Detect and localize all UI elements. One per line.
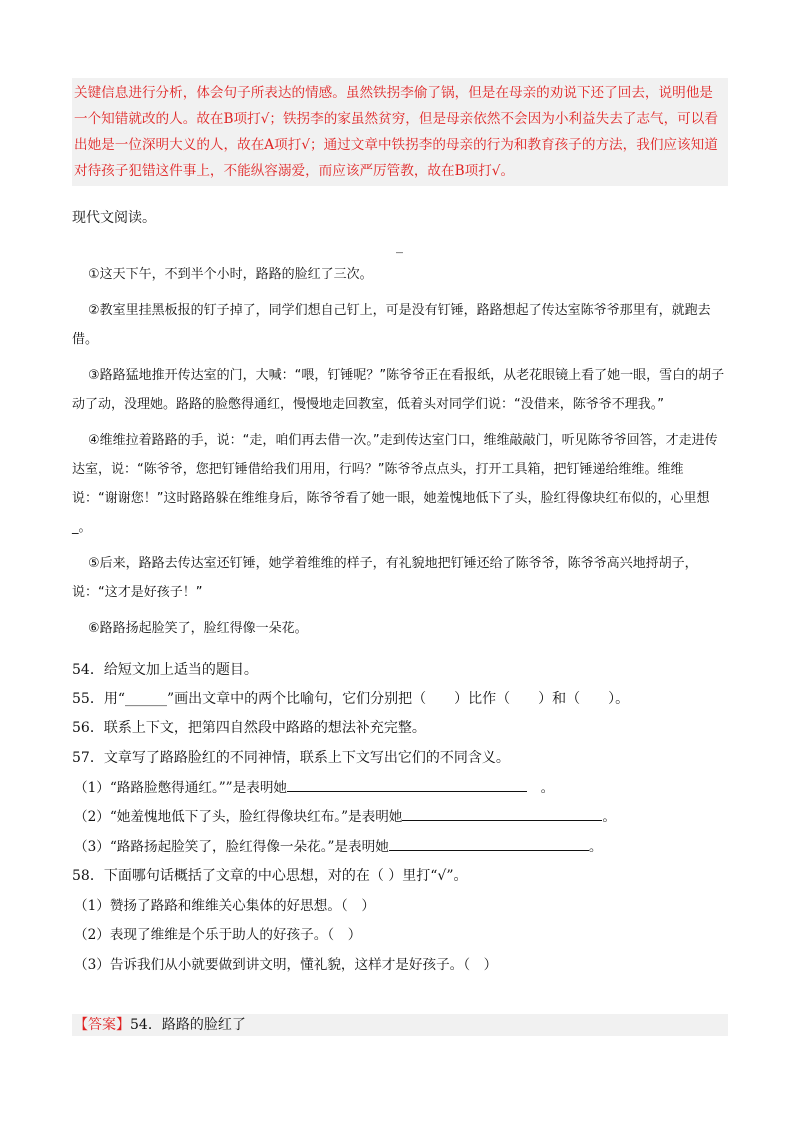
question-54: 54．给短文加上适当的题目。 [72, 662, 258, 678]
passage-paragraph-5: ⑤后来，路路去传达室还钉锤，她学着维维的样子，有礼貌地把钉锤还给了陈爷爷，陈爷爷高兴地捋胡子，说：“这才是好孩子！” [72, 556, 698, 600]
answer-bar [72, 1014, 728, 1036]
passage-paragraph-1: ①这天下午，不到半个小时，路路的脸红了三次。 [88, 267, 373, 282]
question-56: 56．联系上下文，把第四自然段中路路的想法补充完整。 [72, 720, 426, 736]
question-57-1-period: 。 [527, 780, 555, 796]
passage-paragraph-6: ⑥路路扬起脸笑了，脸红得像一朵花。 [88, 621, 308, 636]
question-57-1-text: （1）“路路脸憋得通红。””是表明她 [74, 780, 288, 796]
answer-blank-57-2[interactable] [402, 806, 602, 821]
question-57-2-period: 。 [602, 809, 616, 825]
question-58: 58．下面哪句话概括了文章的中心思想，对的在（ ）里打“√”。 [72, 868, 468, 884]
passage-paragraph-2: ②教室里挂黑板报的钉子掉了，同学们想自己钉上，可是没有钉锤，路路想起了传达室陈爷爷那里有，就跑去借。 [72, 303, 711, 347]
answer-blank-57-1[interactable] [287, 777, 527, 792]
title-blank: _ [396, 238, 403, 254]
passage-paragraph-4: ④维维拉着路路的手，说：“走，咱们再去借一次。”走到传达室门口，维维敲敲门，听见陈爷爷回答，才走进传达室，说：“陈爷爷，您把钉锤借给我们用用，行吗？”陈爷爷点点头，打开工具箱，把钉锤递给维维。维维说：“谢谢您！”这时路路躲在维维身后，陈爷爷看了她一眼，她羞愧地低下了头，脸红得像块红布似的，心里想_。 [72, 433, 718, 535]
answer-text: 54．路路的脸红了 [130, 1017, 246, 1033]
question-58-option-3: （3）告诉我们从小就要做到讲文明，懂礼貌，这样才是好孩子。（ ） [74, 957, 498, 973]
answer-tag: 【答案】 [74, 1017, 130, 1033]
question-57-2-text: （2）“她羞愧地低下了头，脸红得像块红布。”是表明她 [74, 809, 403, 825]
answer-blank-57-3[interactable] [389, 836, 589, 851]
passage-paragraph-3: ③路路猛地推开传达室的门，大喊：“喂，钉锤呢？”陈爷爷正在看报纸，从老花眼镜上看了她一眼，雪白的胡子动了动，没理她。路路的脸憋得通红，慢慢地走回教室，低着头对同学们说：“没借来，陈爷爷不理我。” [72, 368, 725, 412]
section-label: 现代文阅读。 [72, 210, 156, 226]
question-57: 57．文章写了路路脸红的不同神情，联系上下文写出它们的不同含义。 [72, 750, 510, 766]
question-58-option-2: （2）表现了维维是个乐于助人的好孩子。（ ） [74, 927, 362, 943]
question-57-3-text: （3）“路路扬起脸笑了，脸红得像一朵花。”是表明她 [74, 839, 389, 855]
question-58-option-1: （1）赞扬了路路和维维关心集体的好思想。（ ） [74, 898, 375, 914]
reading-passage [72, 260, 728, 650]
question-57-3-period: 。 [588, 839, 603, 855]
question-57-3 [74, 836, 724, 857]
question-57-2 [74, 806, 724, 827]
question-55: 55．用“______”画出文章中的两个比喻句，它们分别把（ ）比作（ ）和（ ）。 [72, 691, 630, 707]
analysis-paragraph: 关键信息进行分析，体会句子所表达的情感。虽然铁拐李偷了锅，但是在母亲的劝说下还了回去，说明他是一个知错就改的人。故在B项打√；铁拐李的家虽然贫穷，但是母亲依然不会因为小利益失去了志气，可以看出她是一位深明大义的人，故在A项打√；通过文章中铁拐李的母亲的行为和教育孩子的方法，我们应该知道对待孩子犯错这件事上，不能纵容溺爱，而应该严厉管教，故在B项打√。 [72, 78, 728, 186]
question-57-1 [74, 777, 724, 798]
